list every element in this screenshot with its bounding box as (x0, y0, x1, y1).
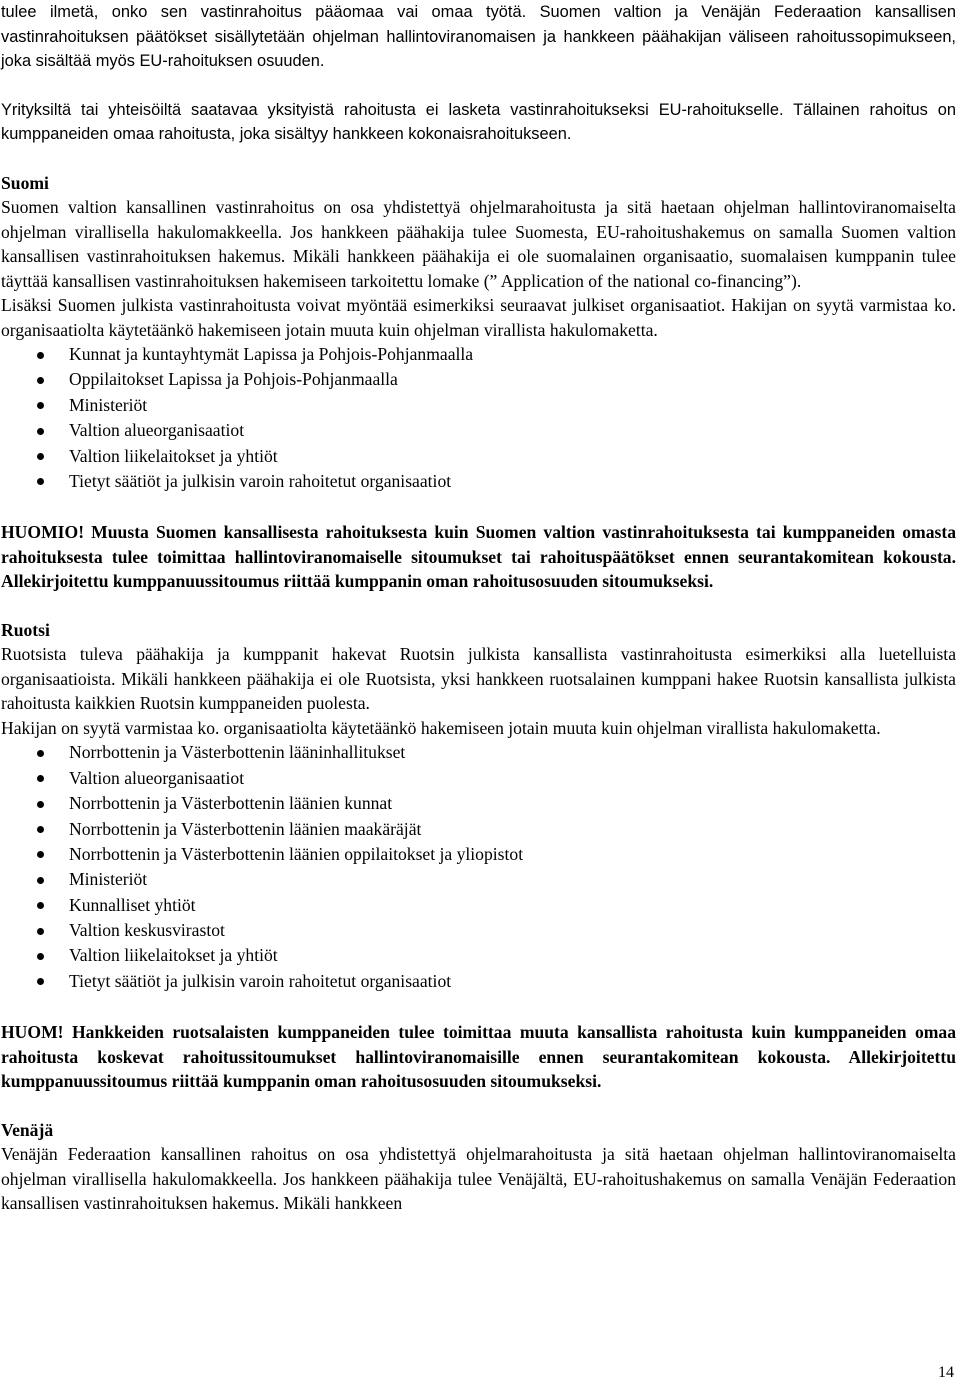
bullet-icon (37, 352, 44, 359)
list-item (1, 791, 956, 816)
section-suomi (1, 171, 956, 594)
list-item (1, 766, 956, 791)
list-item-text: Valtion keskusvirastot (69, 920, 225, 941)
ruotsi-paragraph-1: Ruotsista tuleva päähakija ja kumppanit hakevat Ruotsin julkista kansallista vastinrahoitusta esimerkiksi alla luetelluista organisaatioista. Mikäli hankkeen päähakija ei ole Ruotsista, yksi hankkeen ruotsalainen kumppani hakee Ruotsin kansallista julkista rahoitusta kaikkien Ruotsin kumppaneiden puolesta. (1, 644, 956, 714)
bullet-icon (37, 428, 44, 435)
list-item-text: Kunnat ja kuntayhtymät Lapissa ja Pohjois-Pohjanmaalla (69, 344, 474, 364)
intro-paragraph-1: tulee ilmetä, onko sen vastinrahoitus pääomaa vai omaa työtä. Suomen valtion ja Venäjän Federaation kansallisen vastinrahoituksen päätökset sisällytetään ohjelman hallintoviranomaisen ja hankkeen päähakijan väliseen rahoitussopimukseen, joka sisältää myös EU-rahoituksen osuuden. (1, 3, 956, 70)
list-item-text: Valtion alueorganisaatiot (69, 767, 245, 788)
suomi-paragraph-1: Suomen valtion kansallinen vastinrahoitus on osa yhdistettyä ohjelmarahoitusta ja sitä haetaan ohjelman hallintoviranomaiselta ohjelman virallisella hakulomakkeella. Jos hankkeen päähakija tulee Suomesta, EU-rahoitushakemus on samalla Suomen valtion kansallisen vastinrahoituksen hakemus. Mikäli hankkeen päähakija ei ole suomalainen organisaatio, suomalaisen kumppanin tulee täyttää kansallisen vastinrahoituksen hakemiseen tarkoitettu lomake (” Application of the national co-financing”). (1, 197, 956, 291)
section-ruotsi (1, 618, 956, 1094)
list-item-text: Ministeriöt (69, 869, 148, 890)
bullet-icon (37, 928, 44, 935)
list-item (1, 943, 956, 968)
list-item (1, 367, 956, 392)
suomi-paragraph-2: Lisäksi Suomen julkista vastinrahoitusta voivat myöntää esimerkiksi seuraavat julkiset organisaatiot. Hakijan on syytä varmistaa ko. organisaatiolta käytetäänkö hakemiseen jotain muuta kuin ohjelman virallista hakulomaketta. (1, 295, 956, 340)
bullet-icon (37, 851, 44, 858)
bullet-icon (37, 453, 44, 460)
list-item-text: Valtion liikelaitokset ja yhtiöt (69, 445, 278, 466)
list-item (1, 918, 956, 943)
section-heading-ruotsi: Ruotsi (1, 619, 50, 640)
bullet-icon (37, 826, 44, 833)
list-item-text: Oppilaitokset Lapissa ja Pohjois-Pohjanmaalla (69, 369, 398, 390)
ruotsi-notice: HUOM! Hankkeiden ruotsalaisten kumppaneiden tulee toimittaa muuta kansallista rahoitusta kuin kumppaneiden omaa rahoitusta koskevat rahoitussitoumukset hallintoviranomaisille ennen seurantakomitean kokousta. Allekirjoitettu kumppanuussitoumus riittää kumppanin oman rahoitusosuuden sitoumukseksi. (1, 1022, 956, 1092)
list-item (1, 969, 956, 994)
list-item (1, 740, 956, 765)
list-item (1, 342, 956, 367)
list-item-text: Tietyt säätiöt ja julkisin varoin rahoitetut organisaatiot (69, 470, 452, 491)
bullet-icon (37, 775, 44, 782)
list-item-text: Valtion alueorganisaatiot (69, 420, 245, 441)
list-item-text: Norrbottenin ja Västerbottenin läänien kunnat (69, 793, 393, 814)
section-heading-venaja: Venäjä (1, 1119, 54, 1140)
section-heading-suomi: Suomi (1, 172, 49, 193)
list-item (1, 418, 956, 443)
bullet-icon (37, 402, 44, 409)
ruotsi-paragraph-2: Hakijan on syytä varmistaa ko. organisaatiolta käytetäänkö hakemiseen jotain muuta kuin ohjelman virallista hakulomaketta. (1, 717, 881, 738)
list-item (1, 842, 956, 867)
list-item (1, 444, 956, 469)
list-item-text: Kunnalliset yhtiöt (69, 894, 196, 915)
bullet-icon (37, 902, 44, 909)
bullet-icon (37, 953, 44, 960)
section-venaja (1, 1118, 956, 1216)
list-item-text: Ministeriöt (69, 394, 148, 415)
bullet-icon (37, 978, 44, 985)
list-item-text: Norrbottenin ja Västerbottenin läänien maakäräjät (69, 818, 422, 839)
page-number: 14 (938, 1364, 954, 1381)
list-item (1, 867, 956, 892)
bullet-icon (37, 377, 44, 384)
list-item-text: Norrbottenin ja Västerbottenin lääninhallitukset (69, 742, 406, 763)
list-item-text: Valtion liikelaitokset ja yhtiöt (69, 945, 278, 966)
bullet-icon (37, 750, 44, 757)
list-item (1, 817, 956, 842)
list-item (1, 469, 956, 494)
ruotsi-organisation-list (1, 740, 956, 994)
bullet-icon (37, 478, 44, 485)
suomi-organisation-list (1, 342, 956, 494)
list-item-text: Tietyt säätiöt ja julkisin varoin rahoitetut organisaatiot (69, 970, 452, 991)
list-item-text: Norrbottenin ja Västerbottenin läänien oppilaitokset ja yliopistot (69, 843, 524, 864)
intro-paragraph-2: Yrityksiltä tai yhteisöiltä saatavaa yksityistä rahoitusta ei lasketa vastinrahoitukseksi EU-rahoitukselle. Tällainen rahoitus on kumppaneiden omaa rahoitusta, joka sisältyy hankkeen kokonaisrahoitukseen. (1, 100, 956, 143)
bullet-icon (37, 877, 44, 884)
bullet-icon (37, 801, 44, 808)
venaja-paragraph-1: Venäjän Federaation kansallinen rahoitus on osa yhdistettyä ohjelmarahoitusta ja sitä haetaan ohjelman hallintoviranomaiselta ohjelman virallisella hakulomakkeella. Jos hankkeen päähakija tulee Venäjältä, EU-rahoitushakemus on samalla Venäjän Federaation kansallisen vastinrahoituksen hakemus. Mikäli hankkeen (1, 1144, 956, 1214)
suomi-notice: HUOMIO! Muusta Suomen kansallisesta rahoituksesta kuin Suomen valtion vastinrahoituksesta tai kumppaneiden omasta rahoituksesta tulee toimittaa hallintoviranomaiselle sitoumukset tai rahoituspäätökset ennen seurantakomitean kokousta. Allekirjoitettu kumppanuussitoumus riittää kumppanin oman rahoitusosuuden sitoumukseksi. (1, 522, 956, 592)
list-item (1, 393, 956, 418)
list-item (1, 893, 956, 918)
